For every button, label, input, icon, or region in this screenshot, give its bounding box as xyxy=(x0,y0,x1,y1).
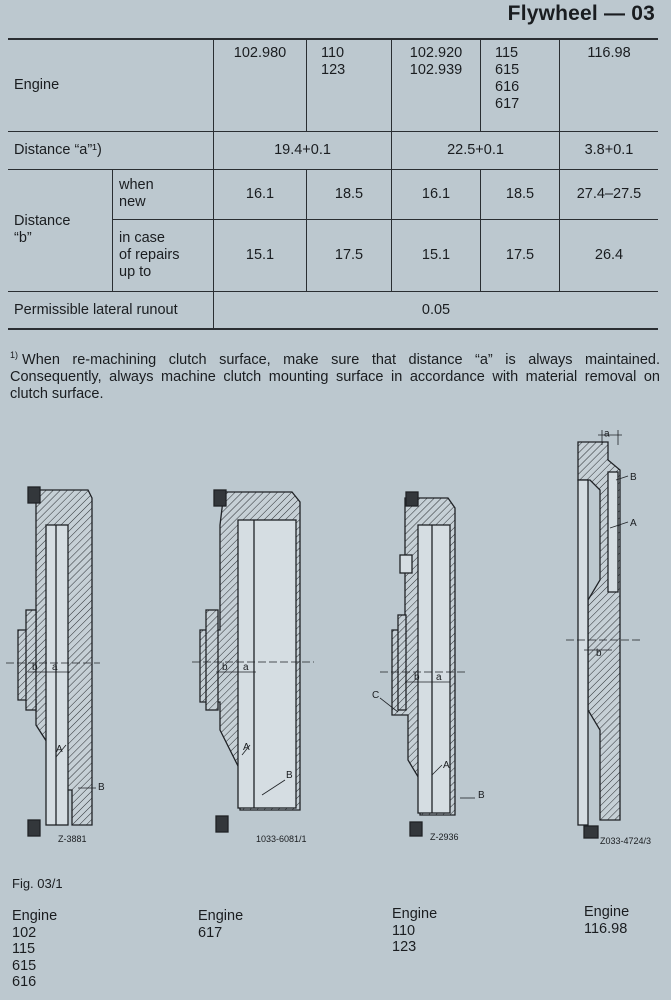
engine-col-5: 116.98 xyxy=(560,39,659,131)
footnote-marker: 1) xyxy=(10,350,19,360)
engine-group-2 xyxy=(198,908,243,941)
repairs-value-4: 17.5 xyxy=(481,219,560,291)
repairs-value-5: 26.4 xyxy=(560,219,659,291)
drawing-1-label-a: a xyxy=(52,662,58,673)
drawing-4-label-a: a xyxy=(604,430,610,440)
when-new-label: when new xyxy=(113,169,214,219)
distance-b-label: Distance “b” xyxy=(8,169,113,291)
figure-caption: Fig. 03/1 xyxy=(12,876,63,891)
flywheel-drawing-2 xyxy=(192,490,314,832)
footnote xyxy=(10,347,660,403)
engine-group-4 xyxy=(584,904,629,937)
drawing-2-label-B: B xyxy=(286,770,293,781)
engine-group-2-label: Engine xyxy=(198,908,244,924)
engine-group-4-list: 116.98 xyxy=(584,920,628,937)
engine-group-1-list: 102 115 615 616 xyxy=(12,924,37,990)
distance-a-value-2: 22.5+0.1 xyxy=(392,131,560,169)
drawing-4-code: Z033-4724/3 xyxy=(600,836,652,846)
when-new-value-5: 27.4–27.5 xyxy=(560,169,659,219)
engine-group-3 xyxy=(392,906,437,956)
flywheel-drawing-3 xyxy=(380,492,475,836)
engine-col-4: 115 615 616 617 xyxy=(481,39,560,131)
drawing-2-label-b: b xyxy=(222,662,228,673)
distance-a-value-3: 3.8+0.1 xyxy=(560,131,659,169)
drawing-3-code: Z-2936 xyxy=(430,832,459,842)
engine-group-2-list: 617 xyxy=(198,924,223,941)
drawing-3-label-a: a xyxy=(436,672,442,683)
flywheel-spec-table xyxy=(8,38,658,330)
drawing-1-label-B: B xyxy=(98,782,105,793)
when-new-value-3: 16.1 xyxy=(392,169,481,219)
engine-group-1-label: Engine xyxy=(12,908,58,924)
page-header: Flywheel — 03 xyxy=(507,2,655,25)
repairs-value-3: 15.1 xyxy=(392,219,481,291)
flywheel-drawing-4 xyxy=(566,430,640,838)
drawing-4-label-B: B xyxy=(630,472,637,483)
drawing-2-label-a: a xyxy=(243,662,249,673)
drawing-4-label-A: A xyxy=(630,518,637,529)
distance-a-value-1: 19.4+0.1 xyxy=(214,131,392,169)
when-new-value-4: 18.5 xyxy=(481,169,560,219)
when-new-value-1: 16.1 xyxy=(214,169,307,219)
engine-col-1: 102.980 xyxy=(214,39,307,131)
drawing-1-code: Z-3881 xyxy=(58,834,87,844)
footnote-text: When re-machining clutch surface, make sure that distance “a” is always maintained. Consequently, always machine clutch mounting surface in accordance with material removal on clutch surface. xyxy=(10,351,660,402)
engine-col-3: 102.920 102.939 xyxy=(392,39,481,131)
flywheel-drawings xyxy=(0,430,671,860)
drawing-2-code: 1033-6081/1 xyxy=(256,834,307,844)
runout-label: Permissible lateral runout xyxy=(8,291,214,329)
engine-col-2: 110 123 xyxy=(307,39,392,131)
drawing-3-label-A: A xyxy=(443,760,450,771)
repairs-value-1: 15.1 xyxy=(214,219,307,291)
drawing-4-label-b: b xyxy=(596,648,602,659)
distance-a-label: Distance “a”¹) xyxy=(8,131,214,169)
drawing-1-label-b: b xyxy=(32,662,38,673)
repairs-label: in case of repairs up to xyxy=(113,219,214,291)
runout-value: 0.05 xyxy=(214,291,659,329)
engine-group-1 xyxy=(12,908,57,991)
drawing-3-label-C: C xyxy=(372,690,380,701)
engine-group-4-label: Engine xyxy=(584,904,630,920)
repairs-value-2: 17.5 xyxy=(307,219,392,291)
drawing-2-label-A: A xyxy=(243,742,250,753)
engine-label: Engine xyxy=(8,39,214,131)
engine-group-3-label: Engine xyxy=(392,906,438,922)
drawing-3-label-B: B xyxy=(478,790,485,801)
drawing-1-label-A: A xyxy=(56,744,63,755)
when-new-value-2: 18.5 xyxy=(307,169,392,219)
drawing-3-label-b: b xyxy=(414,672,420,683)
engine-group-3-list: 110 123 xyxy=(392,922,417,955)
